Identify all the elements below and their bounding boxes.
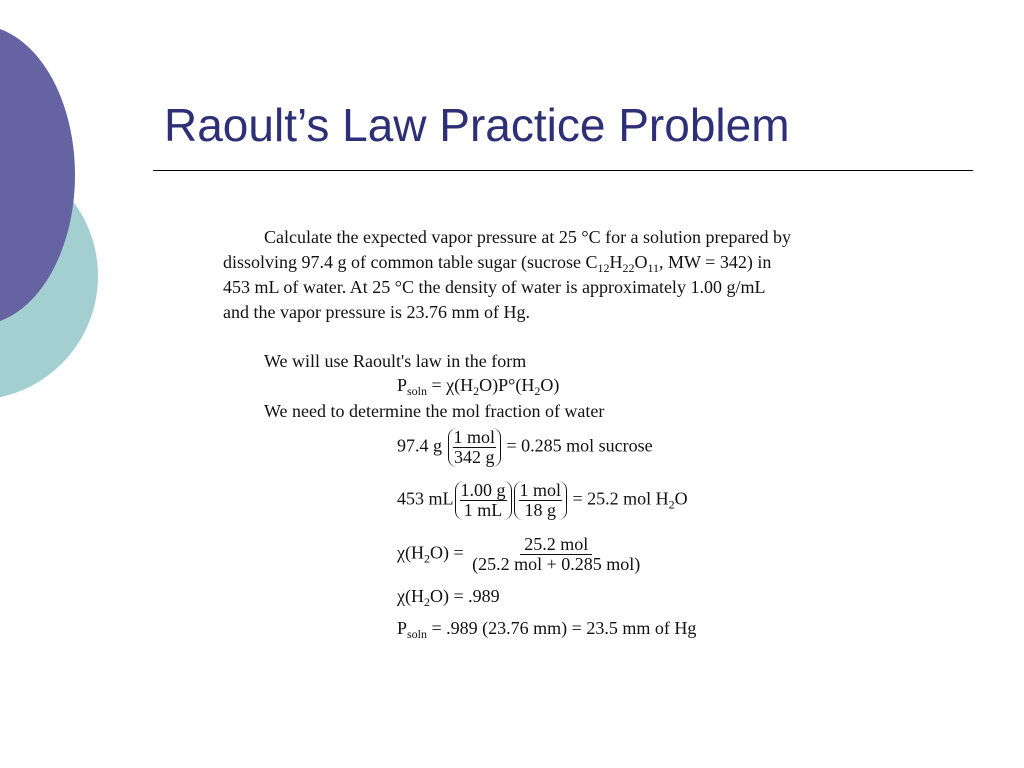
sucrose-moles-equation: 97.4 g $\frac{\text{1 mol}}{342 g}$ = 0.285 mol sucrose	[397, 427, 653, 467]
problem-line-4: and the vapor pressure is 23.76 mm of Hg.	[223, 302, 530, 322]
problem-line-1: Calculate the expected vapor pressure at 25 °C for a solution prepared by	[264, 227, 792, 247]
mol-fraction-equation: $\chi(H_2O)$ = $\frac{\text{25.2 mol}}{\text{(25.2 mol + 0.285 mol)}}$	[397, 534, 641, 574]
solution-intro: We will use Raoult's law in the form	[264, 351, 527, 371]
slide-title: Raoult’s Law Practice Problem	[164, 99, 790, 151]
raoults-law-equation: $P_{soln} = \chi(H_2O)P^\circ(H_2O)$	[397, 375, 560, 398]
mol-fraction-result: $\chi(H_2O) = .989$	[397, 586, 500, 609]
problem-line-3: 453 mL of water. At 25 °C the density of water is approximately 1.00 g/mL	[223, 277, 766, 297]
water-moles-equation: 453 mL $\frac{1.00 g}{1 mL}$ $\frac{\text{1 mol}}{18 g}$ = 25.2 mol $H_2O$	[397, 480, 688, 520]
mol-fraction-intro: We need to determine the mol fraction of water	[264, 401, 605, 421]
problem-line-2: dissolving 97.4 g of common table sugar (sucrose $C_{12}H_{22}O_{11}$, MW = 342) in	[223, 252, 772, 275]
vapor-pressure-result: $P_{soln} = .989$ (23.76 mm) = 23.5 mm of Hg	[397, 618, 697, 641]
title-divider	[153, 170, 973, 171]
